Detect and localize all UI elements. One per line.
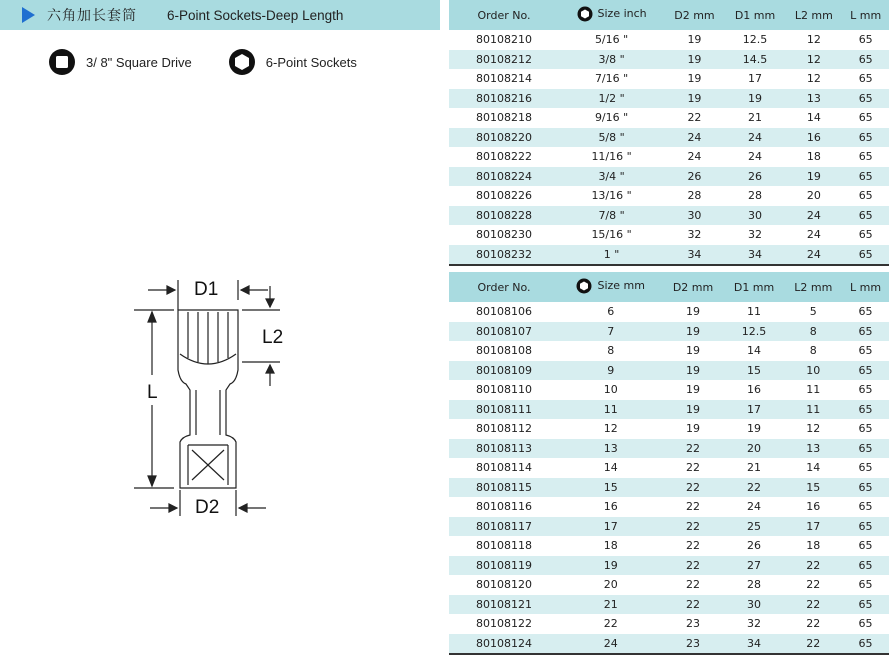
d2-cell: 34 (664, 245, 725, 266)
size-cell: 7/16 " (594, 72, 629, 86)
d2-cell: 22 (687, 111, 702, 125)
dimension-d1: D1 (194, 279, 219, 300)
size-cell: 10 (603, 383, 618, 397)
l2-cell: 22 (806, 617, 821, 631)
d1-cell: 14.5 (725, 50, 786, 70)
d1-cell: 20 (724, 439, 785, 459)
d1-cell: 21 (748, 111, 763, 125)
size-cell: 13 (559, 439, 663, 459)
l2-cell: 20 (806, 189, 821, 203)
d1-cell: 28 (748, 189, 763, 203)
table-row (449, 30, 889, 50)
table-row (449, 167, 889, 187)
d1-cell: 12.5 (742, 33, 768, 47)
table-header-row (449, 0, 889, 30)
d1-cell: 34 (725, 245, 786, 266)
l2-cell: 16 (785, 128, 842, 148)
d1-cell: 14 (747, 344, 762, 358)
order-no-cell: 80108212 (449, 50, 559, 70)
d1-cell: 26 (747, 539, 762, 553)
l2-cell: 13 (785, 439, 842, 459)
d2-cell: 23 (686, 617, 701, 631)
order-no-cell: 80108228 (449, 206, 559, 226)
order-no-cell: 80108214 (476, 72, 532, 86)
order-no-cell: 80108120 (476, 578, 532, 592)
d2-cell: 19 (664, 89, 725, 109)
d2-cell: 22 (663, 595, 724, 615)
legend (48, 48, 393, 76)
l-cell: 65 (858, 539, 873, 553)
l-cell: 65 (842, 634, 889, 655)
order-no-cell: 80108226 (476, 189, 532, 203)
l2-cell: 11 (806, 383, 821, 397)
l2-cell: 24 (806, 228, 821, 242)
order-no-cell: 80108224 (449, 167, 559, 187)
order-no-cell: 80108106 (476, 305, 532, 319)
d1-cell: 24 (748, 150, 763, 164)
table-row (449, 147, 889, 167)
hexagon-socket-icon (228, 48, 256, 76)
table-row (449, 575, 889, 595)
d2-cell: 22 (686, 578, 701, 592)
col-order-no: Order No. (449, 0, 559, 30)
d2-cell: 19 (687, 33, 702, 47)
l-cell: 65 (842, 206, 889, 226)
d1-cell: 27 (724, 556, 785, 576)
l-cell: 65 (842, 556, 889, 576)
l-cell: 65 (858, 150, 873, 164)
table-row (449, 458, 889, 478)
l-cell: 65 (842, 478, 889, 498)
d2-cell: 19 (686, 383, 701, 397)
table-row (449, 302, 889, 322)
d1-cell: 24 (747, 500, 762, 514)
table-row (449, 69, 889, 89)
d2-cell: 19 (687, 72, 702, 86)
d2-cell: 22 (686, 500, 701, 514)
square-drive-icon (48, 48, 76, 76)
size-cell: 1/2 " (559, 89, 664, 109)
l-cell: 65 (842, 167, 889, 187)
order-no-cell: 80108116 (476, 500, 532, 514)
col-size (559, 272, 663, 302)
size-cell: 24 (559, 634, 663, 655)
order-no-cell: 80108232 (449, 245, 559, 266)
d2-cell: 19 (663, 322, 724, 342)
order-no-cell: 80108220 (449, 128, 559, 148)
size-cell: 3/4 " (559, 167, 664, 187)
order-no-cell: 80108108 (476, 344, 532, 358)
order-no-cell: 80108218 (476, 111, 532, 125)
l2-cell: 17 (785, 517, 842, 537)
d1-cell: 11 (747, 305, 762, 319)
l2-cell: 14 (806, 461, 821, 475)
l-cell: 65 (842, 517, 889, 537)
hexagon-socket-icon (577, 6, 593, 22)
table-row (449, 400, 889, 420)
l2-cell: 18 (806, 539, 821, 553)
mm-size-table (449, 272, 889, 655)
l2-cell: 8 (785, 322, 842, 342)
title-english: 6-Point Sockets-Deep Length (167, 7, 344, 23)
play-arrow-icon (22, 7, 35, 23)
table-row (449, 497, 889, 517)
d2-cell: 19 (664, 50, 725, 70)
order-no-cell: 80108119 (449, 556, 559, 576)
order-no-cell: 80108118 (476, 539, 532, 553)
d2-cell: 19 (686, 305, 701, 319)
d1-cell: 21 (747, 461, 762, 475)
l-cell: 65 (858, 228, 873, 242)
d2-cell: 23 (663, 634, 724, 655)
l-cell: 65 (858, 33, 873, 47)
dimension-d2: D2 (195, 497, 220, 518)
d1-cell: 25 (724, 517, 785, 537)
header-banner (0, 0, 440, 30)
col-d1: D1 mm (724, 272, 785, 302)
table-row (449, 419, 889, 439)
col-size-label: Size mm (597, 279, 645, 292)
d1-cell: 32 (747, 617, 762, 631)
d2-cell: 22 (686, 461, 701, 475)
legend-6-point (228, 48, 357, 76)
size-cell: 5/8 " (559, 128, 664, 148)
col-d2: D2 mm (663, 272, 724, 302)
table-row (449, 556, 889, 576)
table-row (449, 186, 889, 206)
size-cell: 11 (559, 400, 663, 420)
order-no-cell: 80108121 (449, 595, 559, 615)
d2-cell: 22 (663, 478, 724, 498)
col-l2: L2 mm (785, 0, 842, 30)
size-cell: 18 (603, 539, 618, 553)
d1-cell: 17 (748, 72, 763, 86)
l2-cell: 15 (785, 478, 842, 498)
col-d2: D2 mm (664, 0, 725, 30)
d1-cell: 12.5 (724, 322, 785, 342)
inch-size-table (449, 0, 889, 266)
d2-cell: 22 (686, 539, 701, 553)
size-cell: 6 (607, 305, 615, 319)
size-cell: 1 " (559, 245, 664, 266)
order-no-cell: 80108230 (476, 228, 532, 242)
table-row (449, 517, 889, 537)
order-no-cell: 80108216 (449, 89, 559, 109)
l-cell: 65 (842, 128, 889, 148)
table-row (449, 245, 889, 266)
dimension-l2: L2 (262, 327, 284, 348)
l2-cell: 24 (785, 245, 842, 266)
order-no-cell: 80108117 (449, 517, 559, 537)
size-cell: 11/16 " (591, 150, 632, 164)
d1-cell: 19 (747, 422, 762, 436)
size-cell: 12 (603, 422, 618, 436)
table-row (449, 634, 889, 655)
d2-cell: 19 (686, 344, 701, 358)
order-no-cell: 80108210 (476, 33, 532, 47)
l2-cell: 8 (809, 344, 817, 358)
size-cell: 21 (559, 595, 663, 615)
size-cell: 3/8 " (559, 50, 664, 70)
l-cell: 65 (842, 400, 889, 420)
table-row (449, 225, 889, 245)
size-cell: 14 (603, 461, 618, 475)
order-no-cell: 80108124 (449, 634, 559, 655)
l-cell: 65 (858, 461, 873, 475)
table-row (449, 322, 889, 342)
order-no-cell: 80108107 (449, 322, 559, 342)
table-row (449, 108, 889, 128)
d1-cell: 19 (725, 89, 786, 109)
d2-cell: 22 (663, 439, 724, 459)
table-row (449, 128, 889, 148)
d2-cell: 19 (663, 361, 724, 381)
col-size (559, 0, 664, 30)
l-cell: 65 (842, 245, 889, 266)
hexagon-socket-icon (576, 278, 592, 294)
l2-cell: 22 (785, 634, 842, 655)
l-cell: 65 (842, 89, 889, 109)
title-chinese: 六角加长套筒 (47, 8, 137, 24)
l-cell: 65 (858, 383, 873, 397)
l-cell: 65 (858, 344, 873, 358)
col-l: L mm (842, 0, 889, 30)
d2-cell: 24 (687, 150, 702, 164)
l2-cell: 13 (785, 89, 842, 109)
l2-cell: 18 (806, 150, 821, 164)
col-l: L mm (842, 272, 889, 302)
l2-cell: 12 (785, 50, 842, 70)
order-no-cell: 80108115 (449, 478, 559, 498)
order-no-cell: 80108113 (449, 439, 559, 459)
l2-cell: 24 (785, 206, 842, 226)
l2-cell: 19 (785, 167, 842, 187)
size-cell: 5/16 " (594, 33, 629, 47)
l2-cell: 14 (806, 111, 821, 125)
col-d1: D1 mm (725, 0, 786, 30)
order-no-cell: 80108222 (476, 150, 532, 164)
l2-cell: 5 (809, 305, 817, 319)
d1-cell: 30 (724, 595, 785, 615)
l-cell: 65 (842, 322, 889, 342)
d2-cell: 19 (663, 400, 724, 420)
l-cell: 65 (858, 500, 873, 514)
order-no-cell: 80108109 (449, 361, 559, 381)
d2-cell: 30 (664, 206, 725, 226)
col-order-no: Order No. (449, 272, 559, 302)
l2-cell: 22 (785, 595, 842, 615)
l2-cell: 12 (806, 33, 821, 47)
d1-cell: 26 (725, 167, 786, 187)
size-cell: 9/16 " (594, 111, 629, 125)
d1-cell: 28 (747, 578, 762, 592)
d1-cell: 24 (725, 128, 786, 148)
l2-cell: 22 (806, 578, 821, 592)
l2-cell: 12 (806, 72, 821, 86)
table-row (449, 206, 889, 226)
d2-cell: 22 (663, 556, 724, 576)
order-no-cell: 80108114 (476, 461, 532, 475)
l-cell: 65 (858, 72, 873, 86)
l-cell: 65 (858, 111, 873, 125)
l-cell: 65 (842, 361, 889, 381)
col-size-label: Size inch (597, 7, 647, 20)
size-cell: 20 (603, 578, 618, 592)
l-cell: 65 (842, 439, 889, 459)
size-cell: 8 (607, 344, 615, 358)
size-cell: 15/16 " (591, 228, 632, 242)
d2-cell: 32 (687, 228, 702, 242)
l-cell: 65 (858, 578, 873, 592)
dimension-l: L (147, 382, 158, 403)
table-row (449, 614, 889, 634)
d1-cell: 15 (724, 361, 785, 381)
l-cell: 65 (858, 189, 873, 203)
d2-cell: 26 (664, 167, 725, 187)
l-cell: 65 (842, 50, 889, 70)
col-l2: L2 mm (785, 272, 842, 302)
square-drive-label: 3/ 8" Square Drive (86, 54, 192, 70)
order-no-cell: 80108110 (476, 383, 532, 397)
l2-cell: 10 (785, 361, 842, 381)
l2-cell: 16 (806, 500, 821, 514)
size-cell: 13/16 " (591, 189, 632, 203)
d2-cell: 24 (664, 128, 725, 148)
d1-cell: 22 (724, 478, 785, 498)
size-cell: 19 (559, 556, 663, 576)
d2-cell: 28 (687, 189, 702, 203)
d1-cell: 34 (724, 634, 785, 655)
size-cell: 22 (603, 617, 618, 631)
l2-cell: 12 (806, 422, 821, 436)
l-cell: 65 (842, 595, 889, 615)
l-cell: 65 (858, 617, 873, 631)
order-no-cell: 80108112 (476, 422, 532, 436)
table-row (449, 595, 889, 615)
table-row (449, 380, 889, 400)
size-cell: 7/8 " (559, 206, 664, 226)
l2-cell: 11 (785, 400, 842, 420)
socket-drawing (130, 270, 300, 530)
table-row (449, 439, 889, 459)
l-cell: 65 (858, 305, 873, 319)
order-no-cell: 80108122 (476, 617, 532, 631)
table-row (449, 536, 889, 556)
l2-cell: 22 (785, 556, 842, 576)
size-cell: 16 (603, 500, 618, 514)
size-cell: 15 (559, 478, 663, 498)
table-header-row (449, 272, 889, 302)
size-cell: 9 (559, 361, 663, 381)
d2-cell: 22 (663, 517, 724, 537)
table-row (449, 361, 889, 381)
d1-cell: 16 (747, 383, 762, 397)
table-row (449, 341, 889, 361)
table-row (449, 50, 889, 70)
order-no-cell: 80108111 (449, 400, 559, 420)
l-cell: 65 (858, 422, 873, 436)
size-cell: 7 (559, 322, 663, 342)
legend-square-drive (48, 48, 192, 76)
6-point-sockets-label: 6-Point Sockets (265, 54, 357, 70)
table-row (449, 478, 889, 498)
table-row (449, 89, 889, 109)
d1-cell: 17 (724, 400, 785, 420)
size-cell: 17 (559, 517, 663, 537)
d1-cell: 32 (748, 228, 763, 242)
d2-cell: 19 (686, 422, 701, 436)
d1-cell: 30 (725, 206, 786, 226)
